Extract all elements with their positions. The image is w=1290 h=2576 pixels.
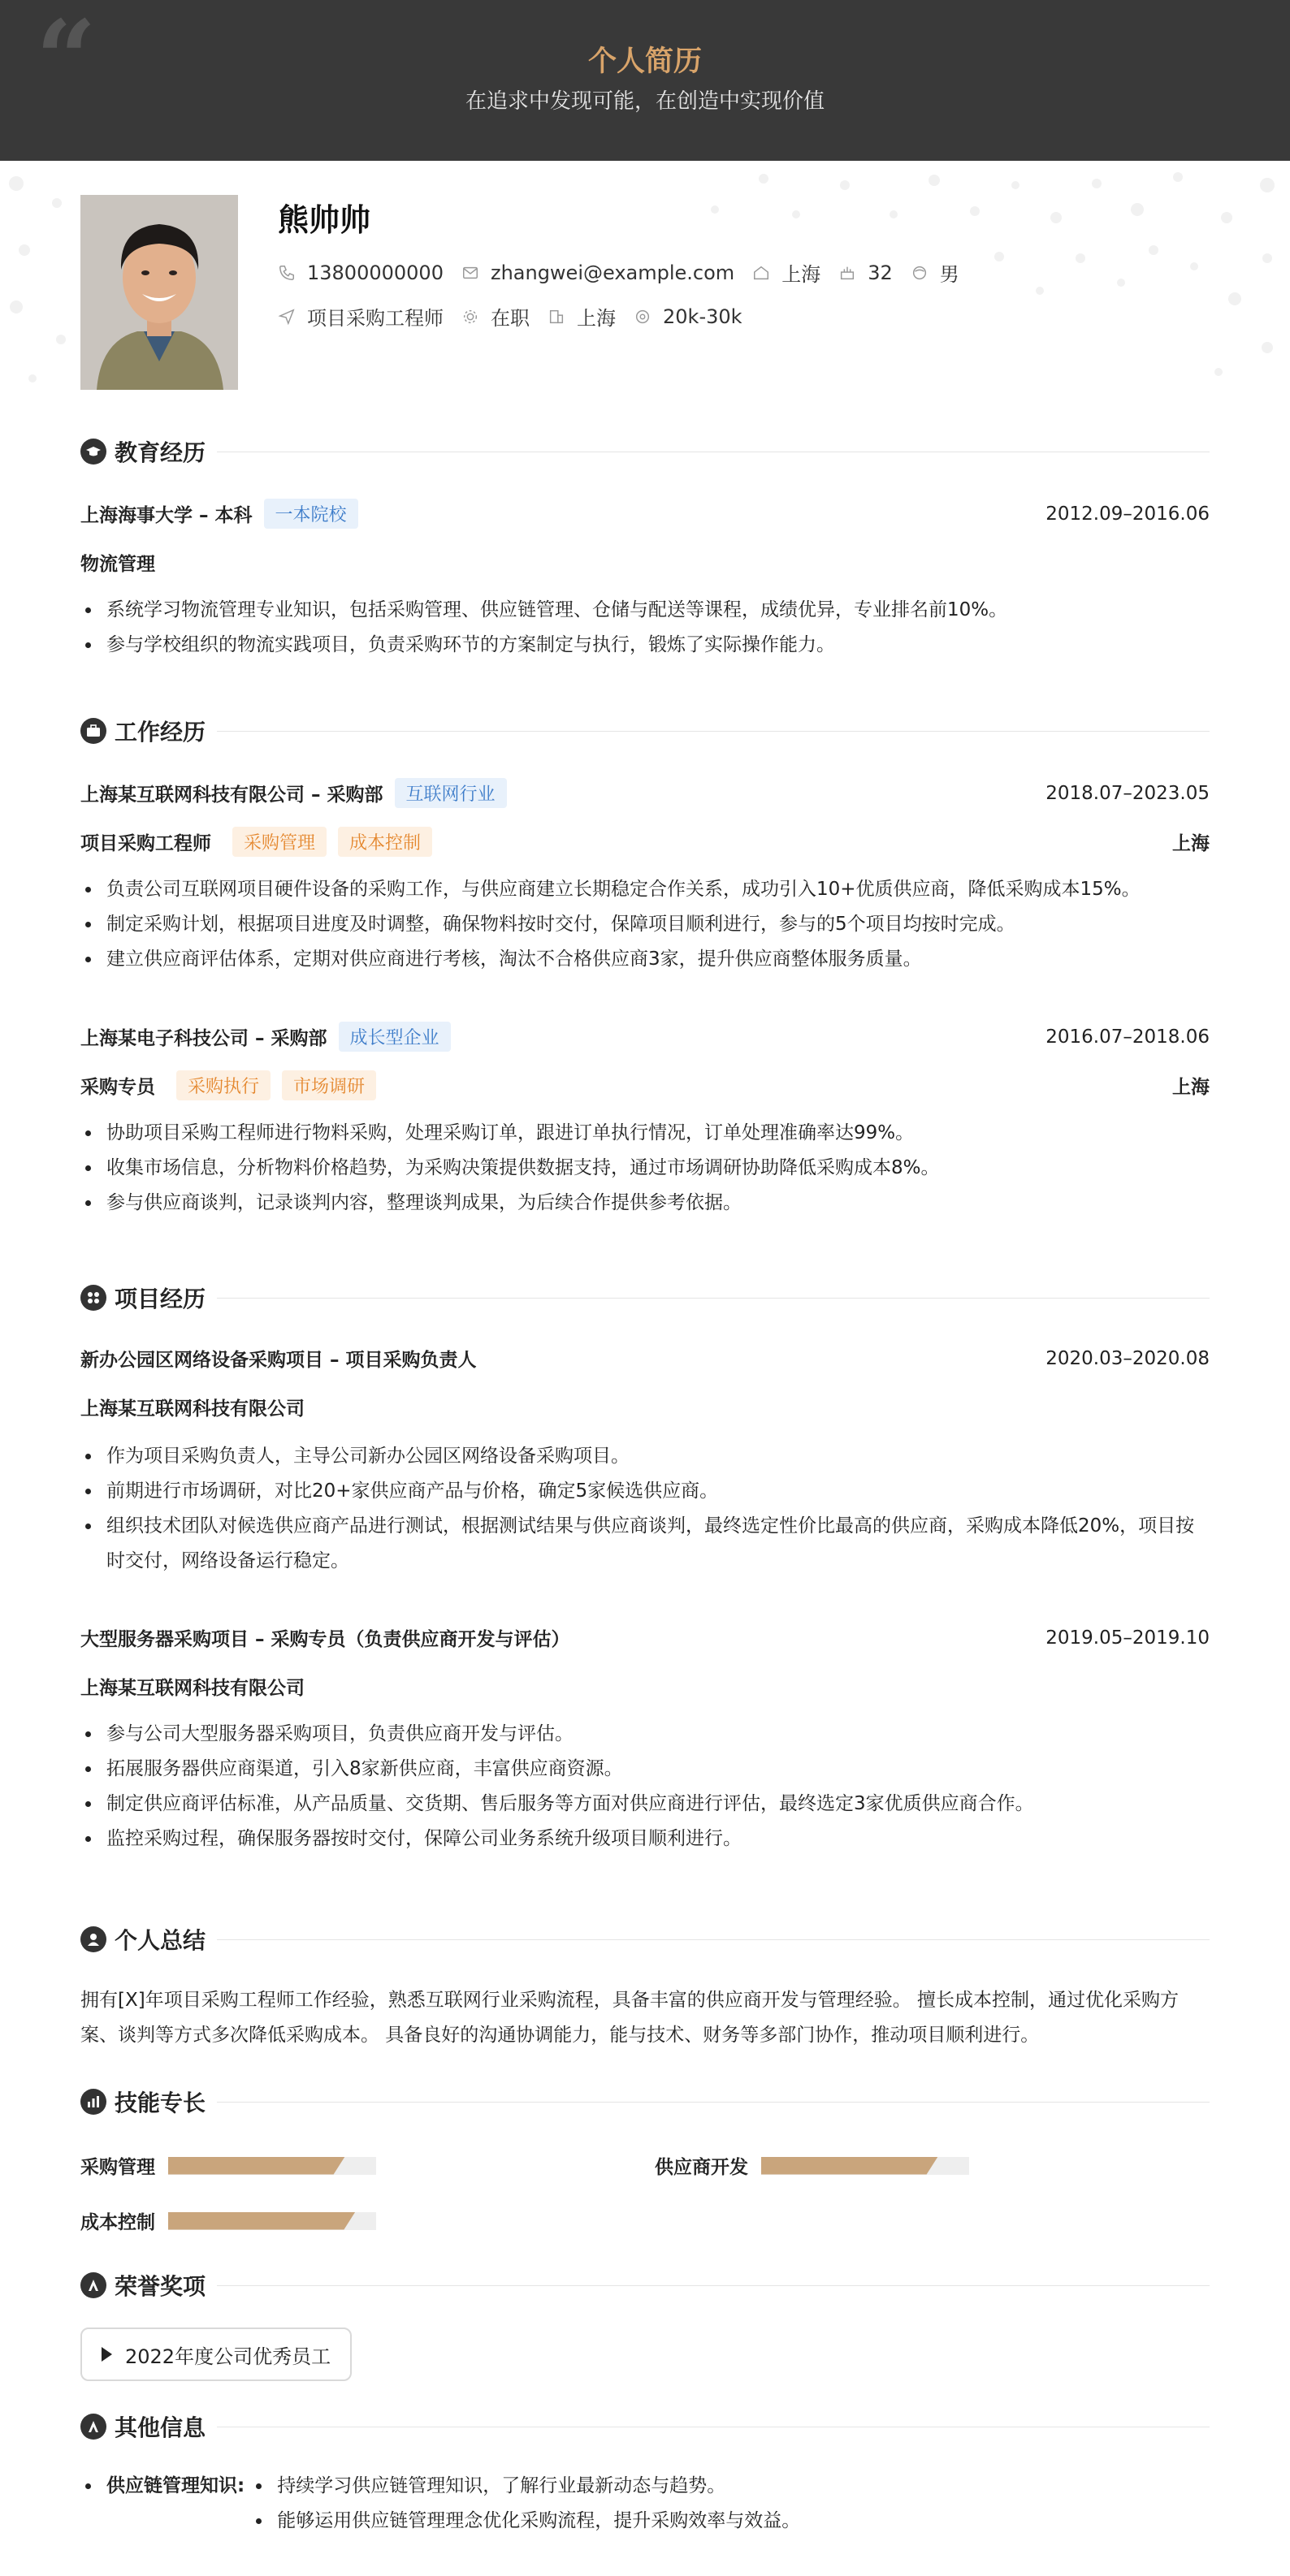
salary-item bbox=[634, 305, 742, 328]
skill-level-fill bbox=[168, 2157, 345, 2175]
skills-section-header bbox=[80, 2087, 1210, 2116]
summary-section-header bbox=[80, 1925, 1210, 1954]
divider bbox=[217, 2285, 1210, 2286]
award-badge bbox=[80, 2327, 352, 2381]
work-section-header bbox=[80, 716, 1210, 746]
school-tag: 一本院校 bbox=[264, 499, 358, 529]
skill-bar bbox=[168, 2212, 376, 2230]
job-city: 上海 bbox=[1172, 833, 1210, 854]
list-item: 收集市场信息，分析物料价格趋势，为采购决策提供数据支持，通过市场调研协助降低采购成本8%。 bbox=[80, 1151, 1210, 1186]
major-row bbox=[80, 549, 1210, 576]
resume-subtitle: 在追求中发现可能，在创造中实现价值 bbox=[465, 89, 825, 114]
skill-name: 采购管理 bbox=[80, 2157, 155, 2178]
home-icon bbox=[752, 264, 770, 282]
list-item: 持续学习供应链管理知识，了解行业最新动态与趋势。 bbox=[251, 2469, 1145, 2504]
award-icon bbox=[80, 2272, 106, 2298]
list-item: 协助项目采购工程师进行物料采购，处理采购订单，跟进订单执行情况，订单处理准确率达99%。 bbox=[80, 1116, 1210, 1151]
divider bbox=[217, 731, 1210, 732]
other-heading: 其他信息 bbox=[115, 2414, 206, 2441]
other-values bbox=[251, 2469, 1145, 2539]
list-item: 系统学习物流管理专业知识，包括采购管理、供应链管理、仓储与配送等课程，成绩优异，专业排名前10%。 bbox=[80, 593, 1210, 628]
skill-name: 成本控制 bbox=[80, 2212, 155, 2233]
project-bullets bbox=[80, 1717, 1210, 1856]
other-info bbox=[80, 2469, 1145, 2539]
quote-icon: “ bbox=[36, 0, 97, 121]
age-text: 32 bbox=[868, 261, 893, 284]
project-bullets bbox=[80, 1439, 1210, 1579]
gender-item bbox=[911, 258, 959, 287]
building-icon bbox=[548, 308, 565, 326]
job-intent-row bbox=[278, 302, 760, 331]
target-job-text: 项目采购工程师 bbox=[307, 307, 444, 330]
list-item: 拓展服务器供应商渠道，引入8家新供应商，丰富供应商资源。 bbox=[80, 1752, 1210, 1787]
industry-tag: 互联网行业 bbox=[395, 778, 507, 808]
divider bbox=[217, 1298, 1210, 1299]
summary-heading: 个人总结 bbox=[115, 1927, 206, 1954]
contact-row bbox=[278, 258, 977, 287]
list-item: 监控采购过程，确保服务器按时交付，保障公司业务系统升级项目顺利进行。 bbox=[80, 1822, 1210, 1856]
project-header bbox=[80, 1624, 1210, 1651]
job-header bbox=[80, 778, 1210, 808]
other-section-header bbox=[80, 2412, 1210, 2441]
education-heading: 教育经历 bbox=[115, 439, 206, 466]
project-header bbox=[80, 1345, 1210, 1372]
skill-bar bbox=[761, 2157, 969, 2175]
job-city: 上海 bbox=[1172, 1077, 1210, 1098]
skill-item bbox=[80, 2207, 376, 2234]
project-date: 2020.03–2020.08 bbox=[1045, 1347, 1210, 1369]
company-name: 上海某电子科技公司 – 采购部 bbox=[80, 1028, 327, 1049]
gear-icon bbox=[461, 308, 479, 326]
work-heading: 工作经历 bbox=[115, 719, 206, 746]
skill-level-fill bbox=[168, 2212, 355, 2230]
project-company-row bbox=[80, 1394, 1210, 1420]
skill-tag: 采购执行 bbox=[176, 1070, 271, 1100]
industry-tag: 成长型企业 bbox=[339, 1022, 451, 1052]
other-key: 供应链管理知识: bbox=[80, 2469, 245, 2539]
project-date: 2019.05–2019.10 bbox=[1045, 1627, 1210, 1649]
job-bullets bbox=[80, 872, 1210, 977]
send-icon bbox=[278, 308, 296, 326]
status-text: 在职 bbox=[491, 307, 530, 330]
target-city-item bbox=[548, 302, 616, 331]
phone-item bbox=[278, 261, 444, 284]
salary-text: 20k-30k bbox=[663, 305, 742, 328]
cake-icon bbox=[838, 264, 856, 282]
skill-level-fill bbox=[761, 2157, 938, 2175]
education-date: 2012.09–2016.06 bbox=[1045, 503, 1210, 525]
grid-icon bbox=[80, 1285, 106, 1311]
list-item: 参与学校组织的物流实践项目，负责采购环节的方案制定与执行，锻炼了实际操作能力。 bbox=[80, 628, 1210, 663]
list-item: 参与公司大型服务器采购项目，负责供应商开发与评估。 bbox=[80, 1717, 1210, 1752]
phone-icon bbox=[278, 264, 296, 282]
project-heading: 项目经历 bbox=[115, 1286, 206, 1312]
list-item: 组织技术团队对候选供应商产品进行测试，根据测试结果与供应商谈判，最终选定性价比最高的供应商，采购成本降低20%，项目按时交付，网络设备运行稳定。 bbox=[80, 1509, 1210, 1579]
avatar bbox=[80, 195, 238, 390]
mail-icon bbox=[461, 264, 479, 282]
skill-bar bbox=[168, 2157, 376, 2175]
money-icon bbox=[634, 308, 651, 326]
list-item: 负责公司互联网项目硬件设备的采购工作，与供应商建立长期稳定合作关系，成功引入10+优质供应商，降低采购成本15%。 bbox=[80, 872, 1210, 907]
resume-title: 个人简历 bbox=[587, 45, 702, 78]
job-bullets bbox=[80, 1116, 1210, 1221]
project-title: 大型服务器采购项目 – 采购专员（负责供应商开发与评估） bbox=[80, 1629, 570, 1650]
location-text: 上海 bbox=[781, 263, 821, 286]
resume-header bbox=[0, 0, 1290, 161]
school-name: 上海海事大学 – 本科 bbox=[80, 505, 253, 526]
list-item: 前期进行市场调研，对比20+家供应商产品与价格，确定5家候选供应商。 bbox=[80, 1474, 1210, 1509]
awards-heading: 荣誉奖项 bbox=[115, 2273, 206, 2300]
job-role: 项目采购工程师 bbox=[80, 833, 211, 854]
skills-heading: 技能专长 bbox=[115, 2090, 206, 2116]
skill-tag: 市场调研 bbox=[282, 1070, 376, 1100]
user-icon bbox=[80, 1926, 106, 1952]
education-entry-header bbox=[80, 499, 1210, 529]
skill-name: 供应商开发 bbox=[655, 2157, 748, 2178]
target-job-item bbox=[278, 302, 444, 331]
divider bbox=[217, 2102, 1210, 2103]
gender-icon bbox=[911, 264, 929, 282]
gender-text: 男 bbox=[939, 263, 959, 286]
project-company: 上海某互联网科技有限公司 bbox=[80, 1678, 305, 1699]
summary-text: 拥有[X]年项目采购工程师工作经验，熟悉互联网行业采购流程，具备丰富的供应商开发与管理经验。 擅长成本控制，通过优化采购方案、谈判等方式多次降低采购成本。 具备良好的沟通协调能力，能与技术、财务等多部门协作，推动项目顺利进行。 bbox=[80, 1990, 1180, 2046]
list-item: 制定供应商评估标准，从产品质量、交货期、售后服务等方面对供应商进行评估，最终选定3家优质供应商合作。 bbox=[80, 1787, 1210, 1822]
list-item: 作为项目采购负责人，主导公司新办公园区网络设备采购项目。 bbox=[80, 1439, 1210, 1474]
bar-chart-icon bbox=[80, 2089, 106, 2115]
project-company-row bbox=[80, 1673, 1210, 1700]
project-title: 新办公园区网络设备采购项目 – 项目采购负责人 bbox=[80, 1350, 477, 1371]
candidate-name: 熊帅帅 bbox=[278, 202, 371, 238]
job-date: 2016.07–2018.06 bbox=[1045, 1026, 1210, 1048]
briefcase-icon bbox=[80, 718, 106, 744]
list-item: 能够运用供应链管理理念优化采购流程，提升采购效率与效益。 bbox=[251, 2504, 1145, 2539]
education-section-header bbox=[80, 437, 1210, 466]
project-company: 上海某互联网科技有限公司 bbox=[80, 1398, 305, 1420]
email-text: zhangwei@example.com bbox=[490, 261, 735, 284]
list-item: 制定采购计划，根据项目进度及时调整，确保物料按时交付，保障项目顺利进行，参与的5个项目均按时完成。 bbox=[80, 907, 1210, 942]
target-city-text: 上海 bbox=[577, 307, 616, 330]
skill-item bbox=[655, 2152, 969, 2179]
job-date: 2018.07–2023.05 bbox=[1045, 782, 1210, 804]
status-item bbox=[461, 302, 530, 331]
major-name: 物流管理 bbox=[80, 554, 155, 575]
list-item: 参与供应商谈判，记录谈判内容，整理谈判成果，为后续合作提供参考依据。 bbox=[80, 1186, 1210, 1221]
job-role-row bbox=[80, 827, 1210, 857]
location-item bbox=[752, 258, 820, 287]
awards-section-header bbox=[80, 2271, 1210, 2300]
info-icon bbox=[80, 2414, 106, 2440]
skill-tag: 成本控制 bbox=[338, 827, 432, 857]
education-bullets bbox=[80, 593, 1210, 663]
list-item: 建立供应商评估体系，定期对供应商进行考核，淘汰不合格供应商3家，提升供应商整体服务质量。 bbox=[80, 942, 1210, 977]
award-text: 2022年度公司优秀员工 bbox=[125, 2345, 331, 2368]
company-name: 上海某互联网科技有限公司 – 采购部 bbox=[80, 784, 383, 806]
graduation-cap-icon bbox=[80, 439, 106, 465]
job-role: 采购专员 bbox=[80, 1077, 155, 1098]
job-header bbox=[80, 1022, 1210, 1052]
age-item bbox=[838, 261, 893, 284]
project-section-header bbox=[80, 1283, 1210, 1312]
job-role-row bbox=[80, 1070, 1210, 1100]
skill-item bbox=[80, 2152, 376, 2179]
email-item bbox=[461, 261, 734, 284]
divider bbox=[217, 1939, 1210, 1940]
play-icon bbox=[102, 2347, 112, 2362]
skill-tag: 采购管理 bbox=[232, 827, 327, 857]
phone-text: 13800000000 bbox=[307, 261, 444, 284]
